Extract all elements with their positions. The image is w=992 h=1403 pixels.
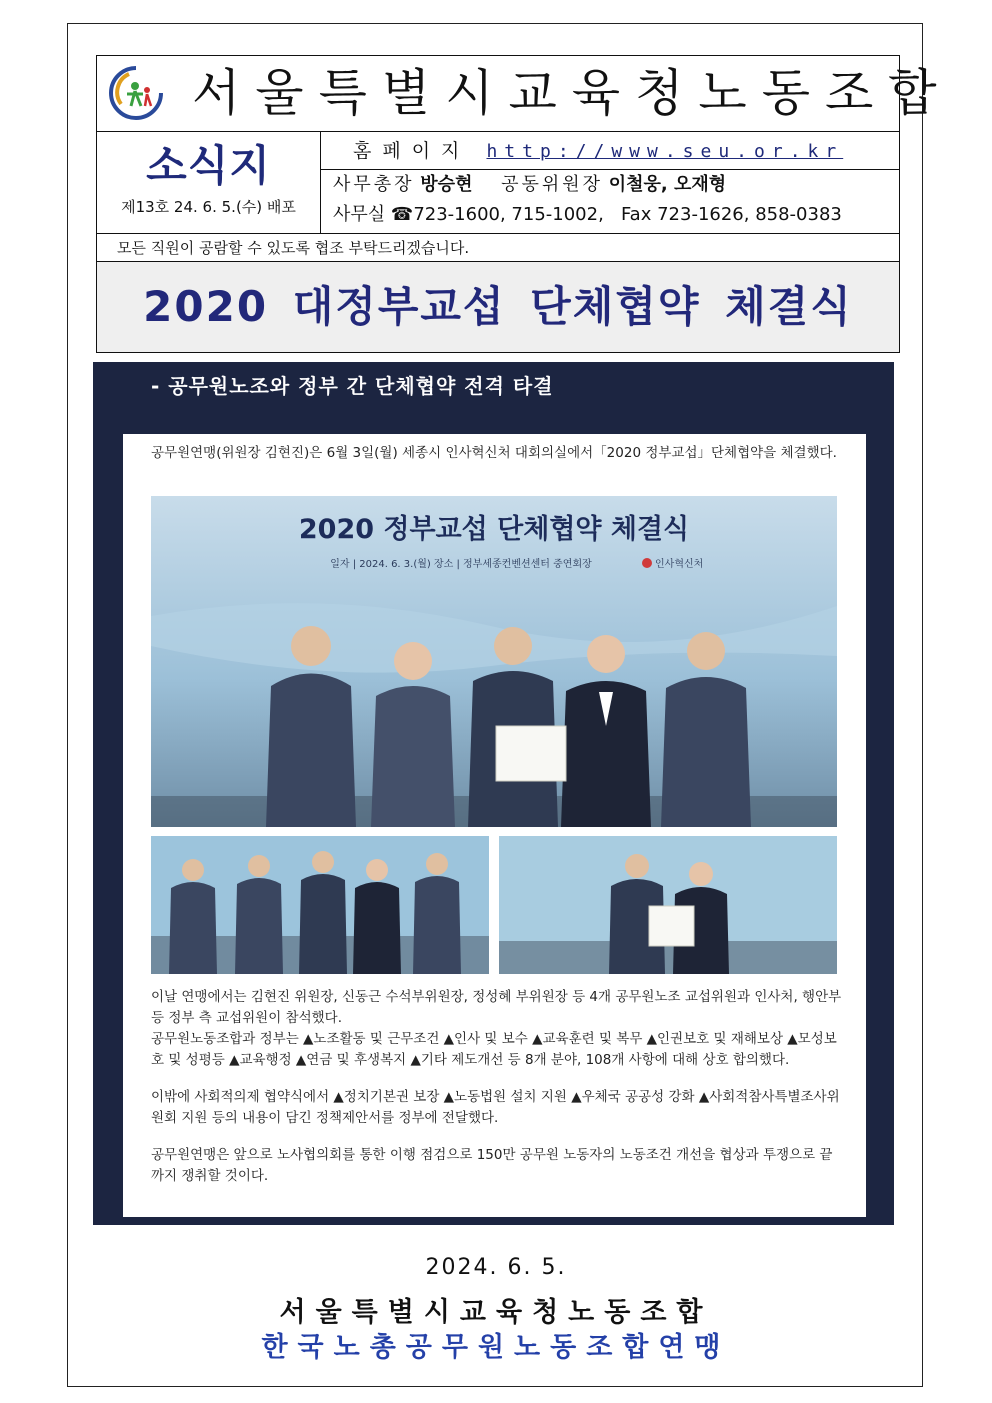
issue-info: 제13호 24. 6. 5.(수) 배포	[121, 198, 296, 216]
office-label: 사무실	[333, 204, 386, 225]
headline-box	[97, 262, 899, 352]
banner-org: 인사혁신처	[655, 559, 704, 570]
headline: 2020 대정부교섭 단체협약 체결식	[143, 282, 853, 331]
article-intro: 공무원연맹(위원장 김현진)은 6월 3일(월) 세종시 인사혁신처 대회의실에서「2020 정부교섭」단체협약을 체결했다.	[151, 445, 837, 461]
signed-agreement	[496, 726, 566, 781]
masthead	[97, 56, 952, 132]
info-row	[97, 132, 899, 234]
office-line	[333, 200, 899, 230]
cochair-names: 이철웅, 오재형	[608, 174, 727, 195]
union-name: 서울특별시교육청노동조합	[192, 64, 952, 122]
banner-info: 일자 | 2024. 6. 3.(월) 장소 | 정부세종컨벤션센터 중연회장	[330, 559, 592, 570]
newsletter-title: 소식지	[146, 141, 271, 190]
issue-date: 2024. 6. 5.	[425, 1255, 567, 1280]
office-phone: ☎723-1600, 715-1002,	[390, 204, 604, 225]
homepage-label: 홈페이지	[353, 140, 471, 162]
ceremony-photo-group	[151, 836, 489, 974]
footer-org-union: 서울특별시교육청노동조합	[279, 1297, 713, 1328]
article-panel	[93, 362, 894, 1225]
notice: 모든 직원이 공람할 수 있도록 협조 부탁드리겠습니다.	[97, 234, 899, 262]
ceremony-photo-pair	[499, 836, 837, 974]
footer-org-federation: 한국노총공무원노동조합연맹	[261, 1332, 731, 1363]
secretary-label: 사무총장	[333, 174, 415, 195]
article-body	[151, 987, 843, 1187]
article-paragraph: 이날 연맹에서는 김현진 위원장, 신동근 수석부위원장, 정성혜 부위원장 등 4개 공무원노조 교섭위원과 인사처, 행안부 등 정부 측 교섭위원이 참석했다.	[151, 989, 842, 1026]
banner-title: 2020 정부교섭 단체협약 체결식	[298, 514, 690, 545]
newsletter-cell	[97, 132, 321, 233]
article-card	[123, 434, 866, 1217]
article-paragraph: 공무원연맹은 앞으로 노사협의회를 통한 이행 점검으로 150만 공무원 노동자의 노동조건 개선을 협상과 투쟁으로 끝까지 쟁취할 것이다.	[151, 1147, 833, 1184]
secretary-name: 방승현	[420, 174, 473, 195]
homepage-link[interactable]: http://www.seu.or.kr	[486, 141, 844, 162]
gov-emblem-icon	[642, 558, 652, 568]
union-logo-icon	[105, 62, 167, 124]
staff-info	[321, 170, 899, 230]
office-fax: Fax 723-1626, 858-0383	[620, 204, 842, 225]
homepage-row	[321, 132, 899, 170]
ceremony-main-photo	[151, 496, 837, 827]
article-paragraph: 공무원노동조합과 정부는 ▲노조활동 및 근무조건 ▲인사 및 보수 ▲교육훈련 및 복무 ▲인권보호 및 재해보상 ▲모성보호 및 성평등 ▲교육행정 ▲연금 및 후생복지 ▲기타 제도개선 등 8개 분야, 108개 사항에 대해 상호 합의했다.	[151, 1031, 837, 1068]
staff-line	[333, 170, 899, 200]
newsletter-header	[96, 55, 952, 353]
article-subheading: - 공무원노조와 정부 간 단체협약 전격 타결	[151, 374, 554, 398]
article-paragraph: 이밖에 사회적의제 협약식에서 ▲정치기본권 보장 ▲노동법원 설치 지원 ▲우체국 공공성 강화 ▲사회적참사특별조사위원회 지원 등의 내용이 담긴 정책제안서를 정부에 전달했다.	[151, 1089, 840, 1126]
cochair-label: 공동위원장	[501, 174, 604, 195]
